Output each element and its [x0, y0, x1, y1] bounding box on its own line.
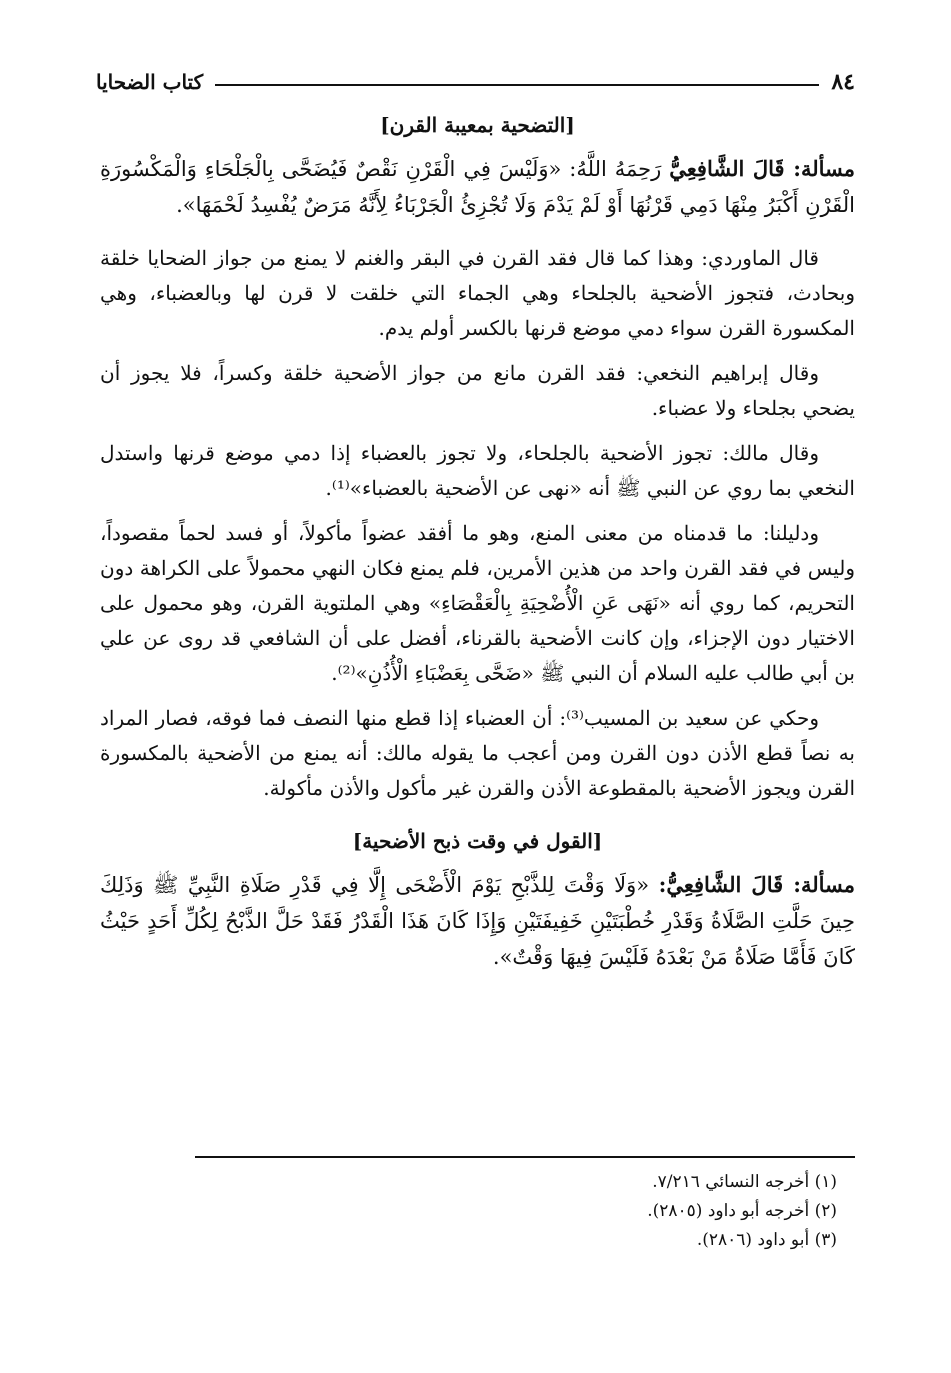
masala-lead-2: مسألة: قَالَ الشَّافِعِيُّ: [658, 872, 855, 897]
paragraph-ibn-musayyib: وحكي عن سعيد بن المسيب⁽³⁾: أن العضباء إذا قطع منها النصف فما فوقه، فصار المراد به نصاً قطع الأذن دون القرن ومن أعجب ما يقوله مالك: أنه يمنع من الأضحية بالمكسورة القرن ويجوز الأضحية بالمقطوعة الأذن والقرن غير مأكول والأذن مأكولة. [100, 706, 855, 800]
footnotes [96, 1156, 855, 1255]
paragraph-mawardi: قال الماوردي: وهذا كما قال فقد القرن في البقر والغنم لا يمنع من جواز الضحايا خلقة وبحادث، فتجوز الأضحية بالجلحاء وهي الجماء التي خلقت لا قرن لها وبالعضباء، وهي المكسورة القرن سواء دمي موضع قرنها بالكسر أولم يدم. [100, 246, 855, 340]
footnote-rule [195, 1156, 855, 1158]
section-heading-1: [التضحية بمعيبة القرن] [380, 113, 575, 137]
book-title: كتاب الضحايا [96, 70, 204, 94]
page-body [100, 108, 855, 975]
masala-text-1: رَحِمَهُ اللَّهُ: «وَلَيْسَ فِي الْقَرْنِ نَقْصٌ فَيُضَحَّى بِالْجَلْحَاءِ وَالْمَكْسُورَةِ الْقَرْنِ أَكْبَرُ مِنْهَا دَمِي قَرْنُهَا أَوْ لَمْ يَدْمَ وَلَا تُجْزِئُ الْجَرْبَاءُ لِأَنَّهُ مَرَضٌ يُفْسِدُ لَحْمَهَا». [100, 157, 855, 217]
footnote-item: (٢) أخرجه أبو داود (٢٨٠٥). [647, 1201, 837, 1221]
header-rule [215, 84, 819, 86]
page-number: ٨٤ [831, 69, 855, 95]
paragraph-nakhai: وقال إبراهيم النخعي: فقد القرن مانع من جواز الأضحية خلقة وكسراً، فلا يجوز أن يضحي بجلحاء ولا عضباء. [100, 361, 855, 420]
footnote-item: (١) أخرجه النسائي ٧/٢١٦. [652, 1172, 837, 1192]
page-header [96, 64, 855, 100]
masala-paragraph-2 [100, 867, 855, 975]
masala-lead-1: مسألة: قَالَ الشَّافِعِيُّ [669, 156, 855, 181]
masala-paragraph-1 [100, 151, 855, 223]
masala-text-2: «وَلَا وَقْتَ لِلذَّبْحِ يَوْمَ الْأَضْحَى إِلَّا فِي قَدْرِ صَلَاةِ النَّبِيِّ ﷺ وَذَلِكَ حِينَ حَلَّتِ الصَّلَاةُ وَقَدْرِ خُطْبَتَيْنِ خَفِيفَتَيْنِ وَإِذَا كَانَ هَذَا الْقَدْرُ فَقَدْ حَلَّ الذَّبْحُ لِكُلِّ أَحَدٍ حَيْثُ كَانَ فَأَمَّا صَلَاةُ مَنْ بَعْدَهُ فَلَيْسَ فِيهَا وَقْتٌ». [100, 873, 855, 969]
paragraph-malik: وقال مالك: تجوز الأضحية بالجلحاء، ولا تجوز بالعضباء إذا دمي موضع قرنها واستدل النخعي بما روي عن النبي ﷺ أنه «نهى عن الأضحية بالعضباء»⁽¹⁾. [100, 441, 855, 500]
footnote-item: (٣) أبو داود (٢٨٠٦). [696, 1230, 837, 1250]
paragraph-evidence: ودليلنا: ما قدمناه من معنى المنع، وهو ما أفقد عضواً مأكولاً، أو فسد لحماً مقصوداً، وليس في فقد القرن واحد من هذين الأمرين، فلم يمنع فكان النهي محمولاً على الكراهة دون التحريم، كما روي أنه «نَهَى عَنِ الْأُضْحِيَةِ بِالْعَقْصَاءِ» وهي الملتوية القرن، وهو محمول على الاختيار دون الإجزاء، وإن كانت الأضحية بالقرناء، أفضل على أن الشافعي قد روى عن علي بن أبي طالب عليه السلام أن النبي ﷺ «ضَحَّى بِعَضْبَاءِ الْأُذُنِ»⁽²⁾. [100, 521, 855, 685]
section-heading-2: [القول في وقت ذبح الأضحية] [352, 829, 603, 853]
